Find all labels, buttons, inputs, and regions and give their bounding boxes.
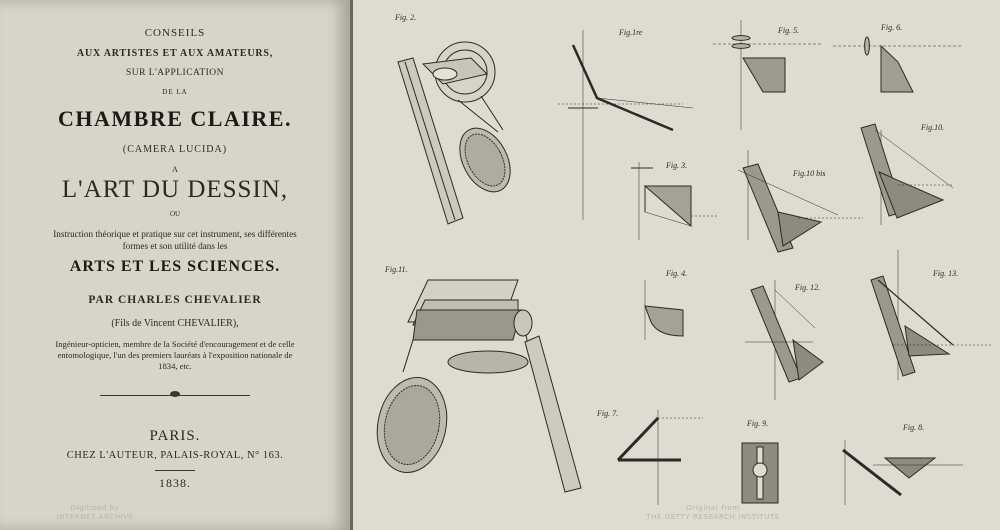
- figure-label-2: Fig. 2.: [395, 13, 417, 22]
- author-parent-line: (Fils de Vincent CHEVALIER),: [111, 318, 239, 329]
- ornamental-rule-center: [170, 391, 180, 397]
- author-credentials-line-3: 1834, etc.: [158, 361, 192, 371]
- title-line-sur-application: SUR L'APPLICATION: [125, 68, 225, 78]
- title-line-conseils: CONSEILS: [144, 27, 206, 39]
- title-line-art-du-dessin: L'ART DU DESSIN,: [61, 176, 289, 203]
- watermark-left: [40, 504, 150, 522]
- watermark-right-line-2: THE GETTY RESEARCH INSTITUTE: [646, 513, 780, 521]
- title-line-camera-lucida: (CAMERA LUCIDA): [122, 144, 228, 155]
- title-line-arts-sciences: ARTS ET LES SCIENCES.: [69, 258, 281, 275]
- figure-label-10bis: Fig.10 bis: [793, 169, 826, 178]
- figure-5-drawing: [713, 20, 823, 130]
- figure-label-11: Fig.11.: [385, 265, 408, 274]
- title-line-de-la: DE LA: [162, 88, 188, 96]
- author-credentials-line-1: Ingénieur-opticien, membre de la Société d'encouragement et de celle: [55, 339, 295, 349]
- figure-11-drawing: [369, 280, 581, 492]
- figure-13-drawing: [871, 250, 993, 380]
- figure-label-5: Fig. 5.: [778, 26, 800, 35]
- watermark-left-line-1: Digitized by: [70, 504, 120, 512]
- figure-7-drawing: [618, 410, 703, 505]
- figure-label-4: Fig. 4.: [666, 269, 688, 278]
- figure-label-12: Fig. 12.: [795, 283, 821, 292]
- publication-year: 1838.: [159, 476, 191, 490]
- figure-3-drawing: [631, 162, 718, 240]
- watermark-right: [638, 504, 788, 522]
- figure-label-3: Fig. 3.: [666, 161, 688, 170]
- figure-label-13: Fig. 13.: [933, 269, 959, 278]
- publisher-city: PARIS.: [149, 428, 201, 444]
- figure-2-drawing: [398, 42, 520, 224]
- title-page: [0, 0, 350, 530]
- figure-label-9: Fig. 9.: [747, 419, 769, 428]
- figure-10bis-drawing: [738, 150, 863, 252]
- publisher-address: CHEZ L'AUTEUR, PALAIS-ROYAL, N° 163.: [66, 450, 284, 461]
- title-line-ou: OU: [169, 210, 181, 218]
- figure-8-drawing: [843, 440, 963, 505]
- figure-label-6: Fig. 6.: [881, 23, 903, 32]
- title-line-aux-artistes: AUX ARTISTES ET AUX AMATEURS,: [76, 48, 274, 59]
- figure-9-drawing: [742, 443, 778, 503]
- figure-label-10: Fig.10.: [921, 123, 945, 132]
- subtitle-line-2: formes et son utilité dans les: [122, 241, 228, 251]
- author-credentials-line-2: entomologique, l'un des premiers lauréats à l'exposition nationale de: [57, 350, 293, 360]
- title-line-a: A: [172, 165, 178, 174]
- figure-6-drawing: [833, 37, 963, 92]
- figure-4-drawing: [645, 280, 683, 340]
- subtitle-line-1: Instruction théorique et pratique sur cet instrument, ses différentes: [53, 229, 297, 239]
- watermark-left-line-2: INTERNET ARCHIVE: [56, 513, 134, 521]
- book-title-chambre-claire: CHAMBRE CLAIRE.: [58, 106, 292, 131]
- figure-label-1: Fig.1re: [619, 28, 643, 37]
- figure-label-7: Fig. 7.: [597, 409, 619, 418]
- date-rule: [155, 470, 195, 471]
- watermark-right-line-1: Original from: [686, 504, 740, 512]
- figure-10-drawing: [861, 124, 953, 225]
- author-line: PAR CHARLES CHEVALIER: [88, 294, 262, 306]
- engraved-plate: [353, 0, 1000, 530]
- figure-12-drawing: [745, 280, 823, 400]
- figure-label-8: Fig. 8.: [903, 423, 925, 432]
- plate-page: [353, 0, 1000, 530]
